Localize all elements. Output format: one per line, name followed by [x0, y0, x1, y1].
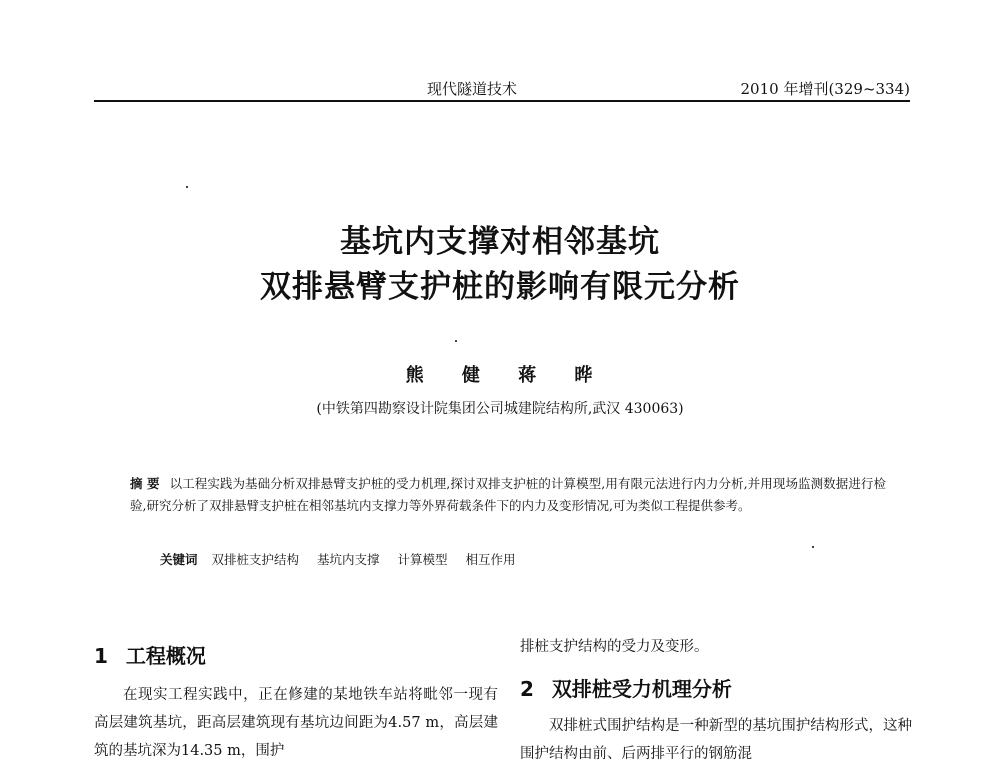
- keyword: 基坑内支撑: [317, 552, 380, 567]
- scan-speck: [455, 340, 457, 342]
- keyword: 相互作用: [465, 552, 516, 567]
- paper-title-line-2: 双排悬臂支护桩的影响有限元分析: [260, 269, 740, 305]
- header-rule: [94, 100, 910, 102]
- section-number: 1: [94, 644, 108, 668]
- section-title: 双排桩受力机理分析: [551, 677, 732, 701]
- abstract-text: 以工程实践为基础分析双排悬臂支护桩的受力机理,探讨双排支护桩的计算模型,用有限元法进行内力分析,并用现场监测数据进行检验,研究分析了双排悬臂支护桩在相邻基坑内支撑力等外界荷载条件下的内力及变形情况,可为类似工程提供参考。: [130, 476, 886, 513]
- section-2-paragraph: 双排桩式围护结构是一种新型的基坑围护结构形式，这种围护结构由前、后两排平行的钢筋混: [520, 718, 912, 762]
- left-column: [94, 640, 498, 765]
- paper-title-line-1: 基坑内支撑对相邻基坑: [340, 224, 660, 260]
- continued-paragraph: 排桩支护结构的受力及变形。: [520, 639, 709, 655]
- section-1-paragraph: 在现实工程实践中，正在修建的某地铁车站将毗邻一现有高层建筑基坑，距高层建筑现有基坑边间距为4.57 m，高层建筑的基坑深为14.35 m，围护: [94, 687, 498, 759]
- keywords-label: 关键词: [160, 552, 198, 567]
- keywords: [160, 549, 880, 571]
- scan-speck: [186, 186, 188, 188]
- issue-info: 2010 年增刊(329~334): [740, 80, 910, 98]
- abstract-label: 摘 要: [130, 476, 160, 491]
- section-number: 2: [520, 677, 534, 701]
- journal-name: 现代隧道技术: [427, 80, 518, 98]
- section-1-heading: [94, 640, 498, 669]
- authors: 熊 健 蒋 晔: [405, 365, 595, 386]
- keyword: 双排桩支护结构: [211, 552, 300, 567]
- scan-speck: [812, 546, 814, 548]
- section-title: 工程概况: [125, 644, 206, 668]
- right-column: [520, 633, 912, 768]
- running-header: [94, 78, 910, 102]
- affiliation: (中铁第四勘察设计院集团公司城建院结构所,武汉 430063): [316, 401, 684, 417]
- keyword: 计算模型: [397, 552, 448, 567]
- section-2-heading: [520, 673, 912, 702]
- abstract: [130, 473, 886, 517]
